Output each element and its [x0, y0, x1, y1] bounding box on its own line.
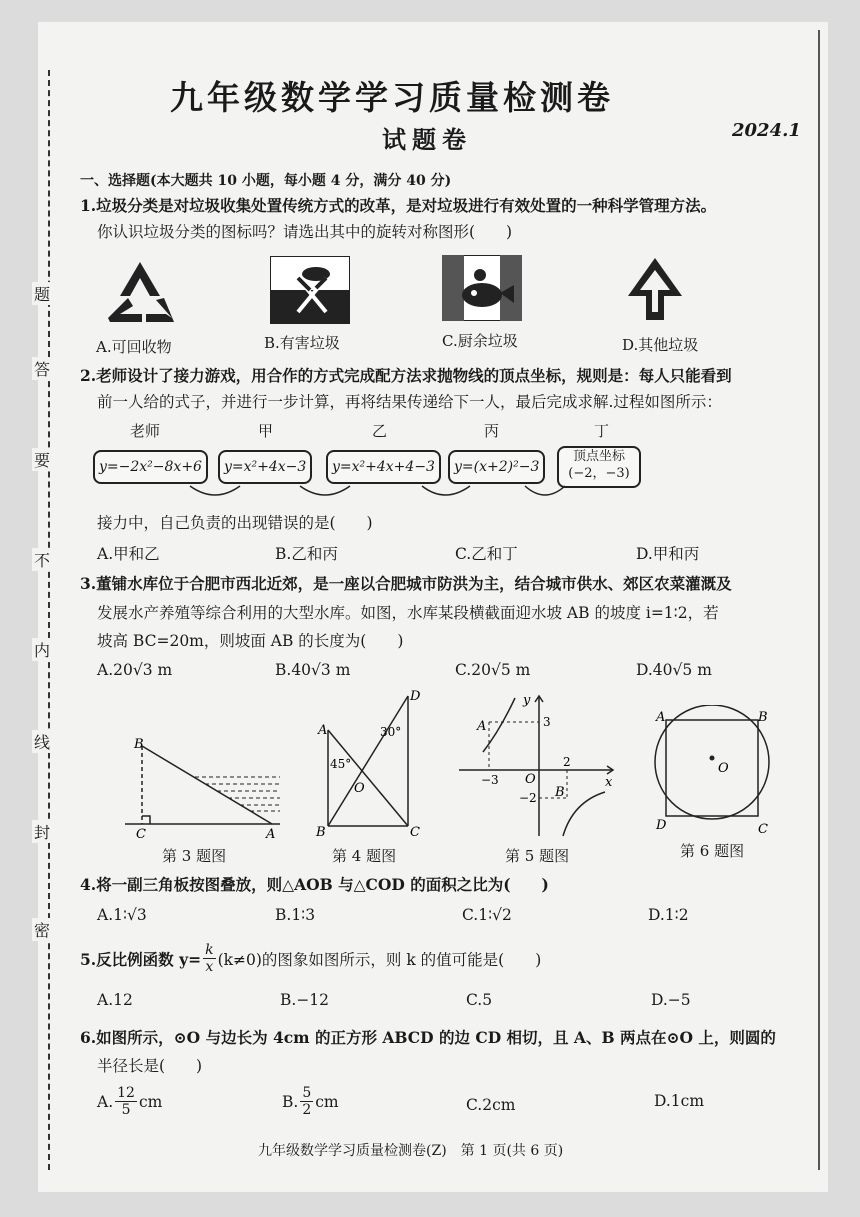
q6-option-a-fraction: [115, 1085, 137, 1118]
q4-option-d[interactable]: D.1∶2: [648, 906, 689, 924]
q6-option-a-den: 5: [121, 1102, 131, 1118]
q6-option-b-num: 5: [302, 1085, 312, 1101]
q6-option-a-unit: cm: [138, 1092, 163, 1111]
exam-subtitle: 试题卷: [382, 125, 472, 154]
fig5-tick-minus3: −3: [481, 773, 499, 787]
q5-fraction: [203, 942, 215, 975]
relay-step-yi: y=x²+4x+4−3: [326, 450, 441, 484]
margin-char: 封: [32, 820, 52, 843]
vertex-label: 顶点坐标: [572, 449, 625, 464]
q2-option-b[interactable]: B.乙和丙: [275, 545, 338, 563]
q6-option-b-prefix: B.: [282, 1092, 299, 1111]
q4-option-b[interactable]: B.1∶3: [275, 906, 316, 924]
fig3-label-b: B: [134, 737, 144, 752]
margin-char: 线: [32, 730, 52, 753]
q4-text: 4.将一副三角板按图叠放，则△AOB 与△COD 的面积之比为( ): [80, 875, 549, 894]
relay-step-bing: y=(x+2)²−3: [448, 450, 545, 484]
relay-arrows: [180, 478, 600, 508]
margin-char: 不: [32, 548, 52, 571]
q1-option-b[interactable]: B.有害垃圾: [264, 334, 340, 352]
q3-line1: 3.董铺水库位于合肥市西北近郊，是一座以合肥城市防洪为主，结合城市供水、郊区农菜灌溉及: [80, 574, 732, 593]
fig4-label-b: B: [316, 825, 326, 838]
hazardous-waste-icon: [270, 256, 350, 324]
q6-option-a[interactable]: [97, 1085, 162, 1118]
q2-line2: 前一人给的式子，并进行一步计算，再将结果传递给下一人，最后完成求解.过程如图所示：: [97, 393, 722, 411]
margin-char: 密: [32, 918, 52, 941]
q6-option-a-prefix: A.: [97, 1092, 114, 1111]
section-heading: 一、选择题(本大题共 10 小题，每小题 4 分，满分 40 分): [80, 173, 452, 189]
fig4-label-d: D: [410, 689, 421, 704]
relay-person-jia: 甲: [258, 422, 274, 440]
fig6-label-d: D: [656, 818, 667, 833]
fig4-label-c: C: [410, 825, 420, 838]
q1-line2: 你认识垃圾分类的图标吗？请选出其中的旋转对称图形( ): [97, 223, 513, 241]
figure-3-slope: [120, 730, 285, 840]
relay-step-jia: y=x²+4x−3: [218, 450, 312, 484]
figure-6-caption: 第 6 题图: [680, 842, 745, 860]
q5-frac-num: k: [205, 942, 214, 958]
relay-step-teacher: y=−2x²−8x+6: [93, 450, 208, 484]
q6-option-b-den: 2: [302, 1102, 312, 1118]
figure-6-circle-square: [650, 705, 775, 840]
q6-option-b-fraction: [300, 1085, 313, 1118]
page-edge-line: [818, 30, 820, 1170]
figure-5-caption: 第 5 题图: [505, 847, 570, 865]
page-footer: 九年级数学学习质量检测卷(Z) 第 1 页(共 6 页): [258, 1143, 564, 1159]
q3-line3: 坡高 BC=20m，则坡面 AB 的长度为( ): [97, 632, 404, 650]
vertex-value: (−2，−3): [568, 466, 630, 481]
fig6-label-o: O: [718, 761, 729, 776]
relay-person-teacher: 老师: [130, 422, 161, 440]
fig5-label-a: A: [477, 719, 487, 734]
fig5-tick-3: 3: [543, 715, 551, 729]
binding-dashed-line: [48, 70, 50, 1170]
exam-title: 九年级数学学习质量检测卷: [170, 78, 614, 117]
fig6-label-c: C: [758, 822, 768, 837]
fig5-tick-2: 2: [563, 755, 571, 769]
q1-option-d[interactable]: D.其他垃圾: [622, 336, 699, 354]
q6-option-d[interactable]: D.1cm: [654, 1092, 705, 1110]
q2-line1: 2.老师设计了接力游戏，用合作的方式完成配方法求抛物线的顶点坐标，规则是：每人只能看到: [80, 366, 732, 385]
fig3-label-a: A: [266, 827, 276, 840]
margin-char: 要: [32, 448, 52, 471]
figure-3-caption: 第 3 题图: [162, 847, 227, 865]
q1-option-a[interactable]: A.可回收物: [96, 338, 172, 356]
relay-person-bing: 丙: [484, 422, 500, 440]
fig4-label-o: O: [354, 781, 365, 796]
q2-question: 接力中，自己负责的出现错误的是( ): [97, 514, 373, 532]
margin-char: 题: [32, 282, 52, 305]
figure-5-hyperbola: [455, 690, 620, 840]
fig5-label-o: O: [525, 772, 536, 787]
q5-text-before: 5.反比例函数 y=: [80, 949, 202, 969]
q2-option-d[interactable]: D.甲和丙: [636, 545, 700, 563]
fig5-label-y: y: [523, 693, 531, 708]
q5-option-d[interactable]: D.−5: [651, 991, 691, 1009]
margin-char: 答: [32, 357, 52, 380]
q5-option-c[interactable]: C.5: [466, 991, 493, 1009]
fig6-label-a: A: [656, 710, 666, 725]
kitchen-waste-icon: [442, 255, 522, 321]
q5-frac-den: x: [205, 959, 214, 975]
q1-option-c[interactable]: C.厨余垃圾: [442, 332, 518, 350]
q3-option-c[interactable]: C.20√5 m: [455, 661, 531, 679]
fig5-tick-minus2: −2: [519, 791, 537, 805]
margin-char: 内: [32, 638, 52, 661]
fig3-label-c: C: [136, 827, 146, 840]
figure-4-triangles: [310, 688, 425, 838]
exam-date: 2024.1: [732, 120, 801, 141]
q4-option-a[interactable]: A.1∶√3: [97, 906, 147, 924]
fig4-angle-45: 45°: [330, 757, 352, 771]
q2-option-c[interactable]: C.乙和丁: [455, 545, 518, 563]
fig4-label-a: A: [318, 723, 328, 738]
q6-line1: 6.如图所示，⊙O 与边长为 4cm 的正方形 ABCD 的边 CD 相切，且 A、B 两点在⊙O 上，则圆的: [80, 1028, 776, 1047]
q2-option-a[interactable]: A.甲和乙: [97, 545, 160, 563]
q6-option-c[interactable]: C.2cm: [466, 1096, 516, 1114]
fig6-label-b: B: [758, 710, 768, 725]
q4-option-c[interactable]: C.1∶√2: [462, 906, 512, 924]
fig4-angle-30: 30°: [380, 725, 402, 739]
q5-text-after: (k≠0)的图象如图所示，则 k 的值可能是( ): [217, 950, 542, 969]
q5-option-a[interactable]: A.12: [97, 991, 133, 1009]
fig5-label-x: x: [605, 775, 613, 790]
figure-4-caption: 第 4 题图: [332, 847, 397, 865]
relay-person-yi: 乙: [372, 422, 388, 440]
relay-person-ding: 丁: [594, 422, 610, 440]
q6-option-b[interactable]: [282, 1085, 339, 1118]
q3-line2: 发展水产养殖等综合利用的大型水库。如图，水库某段横截面迎水坡 AB 的坡度 i=1∶2，若: [97, 604, 719, 622]
recycle-icon: [100, 258, 180, 328]
q6-line2: 半径长是( ): [97, 1057, 203, 1075]
fig5-label-b: B: [555, 785, 565, 800]
q5-option-b[interactable]: B.−12: [280, 991, 330, 1009]
q3-option-a[interactable]: A.20√3 m: [97, 661, 173, 679]
q6-option-b-unit: cm: [315, 1092, 339, 1111]
q5-line: [80, 942, 541, 975]
q1-line1: 1.垃圾分类是对垃圾收集处置传统方式的改革，是对垃圾进行有效处置的一种科学管理方法。: [80, 196, 717, 215]
q3-option-b[interactable]: B.40√3 m: [275, 661, 351, 679]
other-waste-icon: [620, 254, 690, 324]
q3-option-d[interactable]: D.40√5 m: [636, 661, 712, 679]
q6-option-a-num: 12: [117, 1085, 135, 1101]
